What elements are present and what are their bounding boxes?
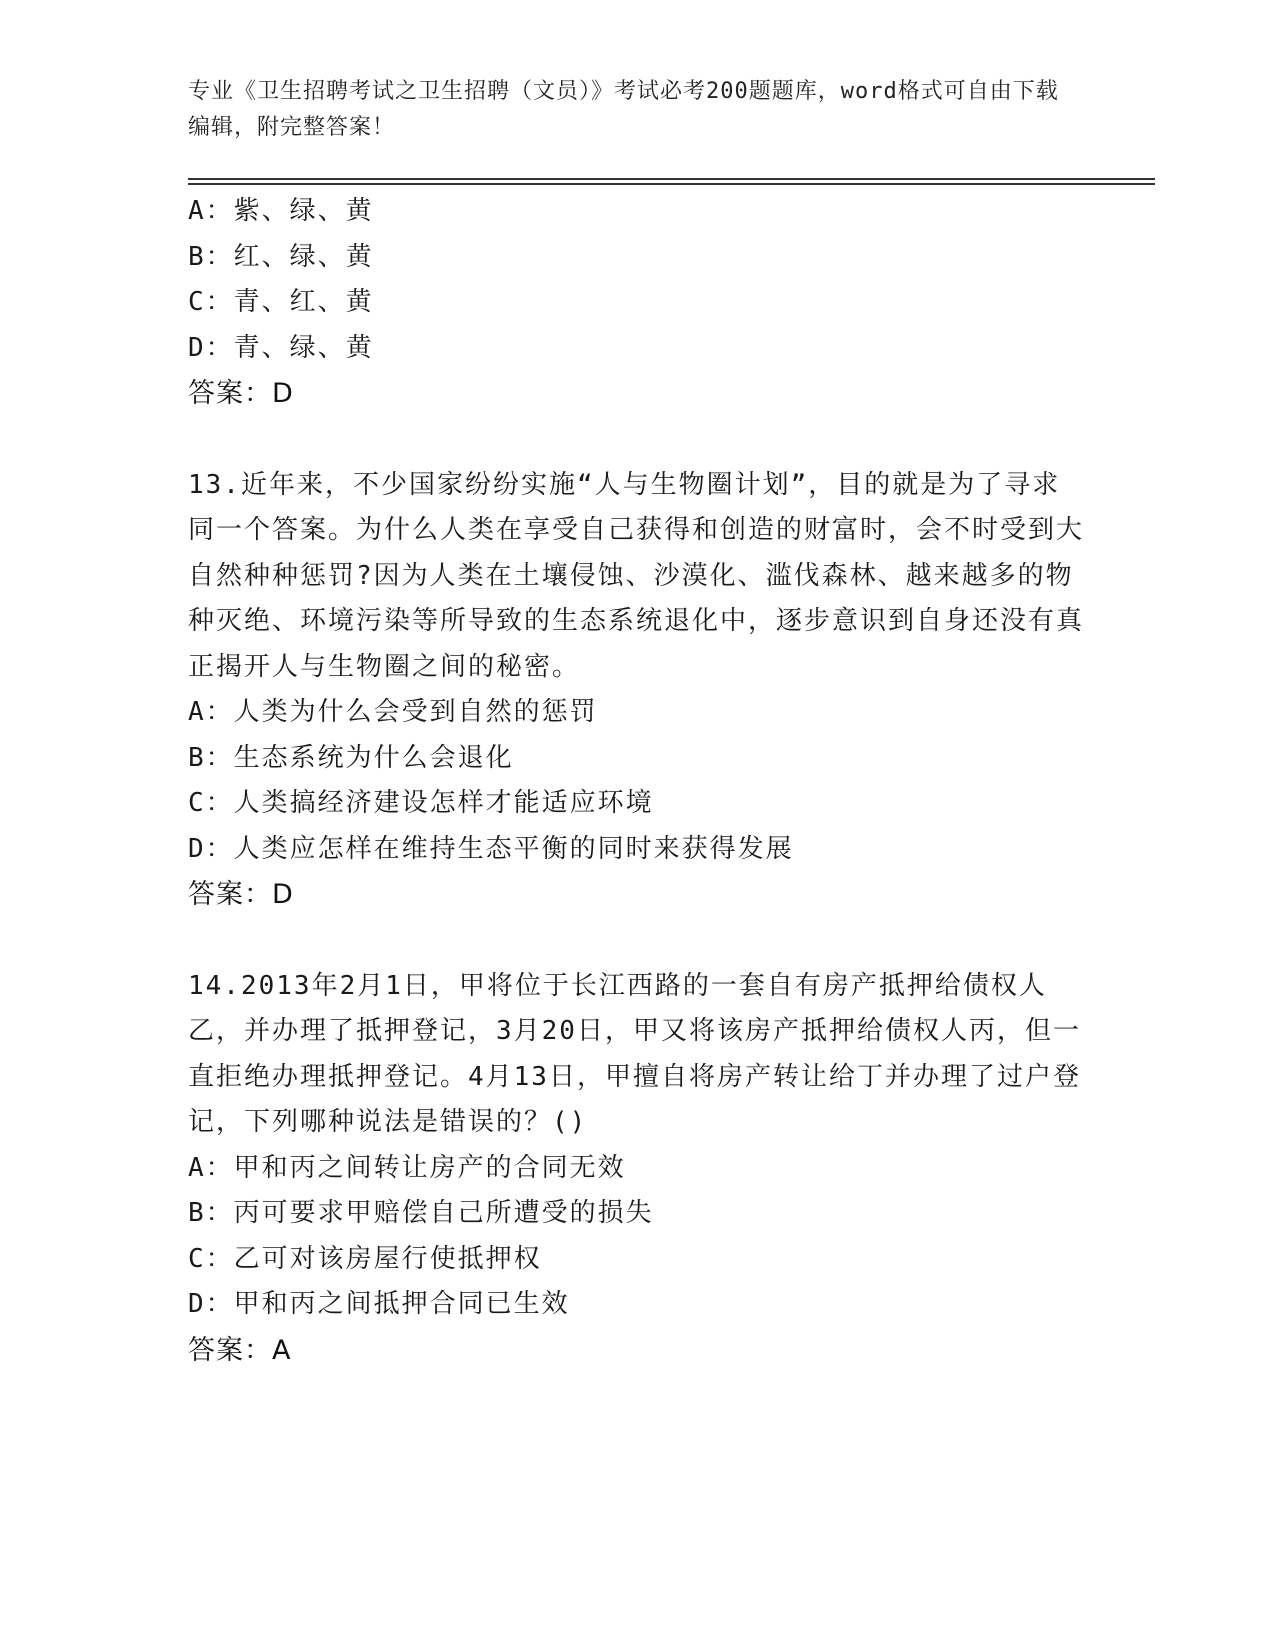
option-d: D：甲和丙之间抵押合同已生效	[188, 1289, 570, 1319]
option-a: A：甲和丙之间转让房产的合同无效	[188, 1152, 626, 1183]
option-d: D：人类应怎样在维持生态平衡的同时来获得发展	[188, 833, 794, 864]
option-c: C：乙可对该房屋行使抵押权	[188, 1243, 542, 1274]
answer-line: 答案：D	[188, 378, 294, 409]
option-b: B：红、绿、黄	[188, 241, 374, 272]
option-b: B：丙可要求甲赔偿自己所遭受的损失	[188, 1198, 654, 1228]
option-b: B：生态系统为什么会退化	[188, 742, 514, 773]
question-item	[188, 189, 1088, 417]
question-item	[188, 463, 1088, 918]
document-header: 专业《卫生招聘考试之卫生招聘（文员）》考试必考200题题库，word格式可自由下载编辑，附完整答案！	[188, 79, 1059, 140]
question-stem: 13.近年来，不少国家纷纷实施“人与生物圈计划”，目的就是为了寻求同一个答案。为什么人类在享受自己获得和创造的财富时，会不时受到大自然种种惩罚?因为人类在土壤侵蚀、沙漠化、滥伐森林、越来越多的物种灭绝、环境污染等所导致的生态系统退化中，逐步意识到自身还没有真正揭开人与生物圈之间的秘密。	[188, 469, 1085, 682]
option-a: A：人类为什么会受到自然的惩罚	[188, 697, 598, 727]
option-c: C：青、红、黄	[188, 287, 374, 317]
header-divider-top	[188, 178, 1155, 180]
option-c: C：人类搞经济建设怎样才能适应环境	[188, 788, 654, 818]
header-divider-bottom	[188, 183, 1155, 185]
question-list	[188, 189, 1088, 1373]
question-stem: 14.2013年2月1日，甲将位于长江西路的一套自有房产抵押给债权人乙，并办理了抵押登记，3月20日，甲又将该房产抵押给债权人丙，但一直拒绝办理抵押登记。4月13日，甲擅自将房产转让给丁并办理了过户登记，下列哪种说法是错误的？()	[188, 970, 1081, 1137]
option-a: A：紫、绿、黄	[188, 196, 374, 226]
answer-line: 答案：D	[188, 879, 294, 910]
answer-line: 答案：A	[188, 1334, 292, 1366]
option-d: D：青、绿、黄	[188, 332, 374, 363]
question-item	[188, 964, 1088, 1374]
